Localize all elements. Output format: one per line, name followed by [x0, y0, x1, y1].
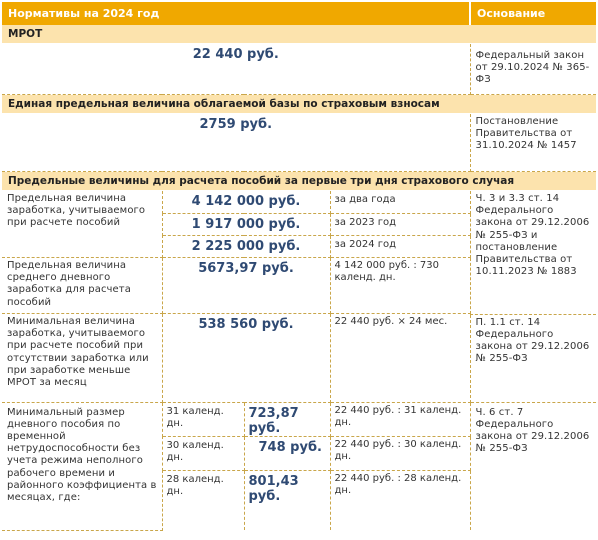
section-mrot: МРОТ: [2, 25, 596, 44]
min-daily-31-formula: 22 440 руб. : 31 календ. дн.: [330, 402, 470, 436]
base-value: 2759 руб.: [2, 114, 470, 172]
basis-top: Ч. 3 и 3.3 ст. 14 Федерального закона от 29.12.2006 № 255-ФЗ и постановление Правительства от 10.11.2023 № 1883: [470, 191, 596, 315]
min-daily-28-value: 801,43 руб.: [244, 470, 330, 530]
min-daily-31-value: 723,87 руб.: [244, 402, 330, 436]
min-daily-28-formula: 22 440 руб. : 28 календ. дн.: [330, 470, 470, 530]
min-daily-30-value: 748 руб.: [244, 436, 330, 470]
max-earnings-2023: 1 917 000 руб.: [162, 214, 330, 236]
section-insurance-base: Единая предельная величина облагаемой базы по страховым взносам: [2, 95, 596, 114]
min-daily-30-formula: 22 440 руб. : 30 календ. дн.: [330, 436, 470, 470]
avg-daily-formula: 4 142 000 руб. : 730 календ. дн.: [330, 258, 470, 314]
avg-daily-label: Предельная величина среднего дневного заработка для расчета пособий: [2, 258, 162, 314]
min-daily-label: Минимальный размер дневного пособия по временной нетрудоспособности без учета режима неполного рабочего времени и районного коэффициента в месяцах, где:: [2, 402, 162, 530]
avg-daily-value: 5673,97 руб.: [162, 258, 330, 314]
max-earnings-2024: 2 225 000 руб.: [162, 236, 330, 258]
days-31: 31 календ. дн.: [162, 402, 244, 436]
header-norms: Нормативы на 2024 год: [2, 2, 470, 25]
mrot-basis: Федеральный закон от 29.10.2024 № 365-ФЗ: [470, 44, 596, 95]
mrot-value: 22 440 руб.: [2, 44, 470, 95]
period-two-years: за два года: [330, 191, 470, 214]
max-earnings-label: Предельная величина заработка, учитываемого при расчете пособий: [2, 191, 162, 258]
min-daily-basis: Ч. 6 ст. 7 Федерального закона от 29.12.2006 № 255-ФЗ: [475, 406, 590, 455]
days-30: 30 календ. дн.: [162, 436, 244, 470]
min-earnings-formula: 22 440 руб. × 24 мес.: [330, 314, 470, 402]
header-basis: Основание: [470, 2, 596, 25]
period-2024: за 2024 год: [330, 236, 470, 258]
min-earnings-value: 538 560 руб.: [162, 314, 330, 402]
norms-table: [2, 2, 596, 531]
min-earnings-label: Минимальная величина заработка, учитываемого при расчете пособий при отсутствии заработка или при заработке меньше МРОТ за месяц: [2, 314, 162, 402]
min-earnings-basis: П. 1.1 ст. 14 Федерального закона от 29.12.2006 № 255-ФЗ: [470, 314, 596, 402]
max-earnings-two-years: 4 142 000 руб.: [162, 191, 330, 214]
base-basis: Постановление Правительства от 31.10.2024 № 1457: [470, 114, 596, 172]
days-28: 28 календ. дн.: [162, 470, 244, 530]
section-benefits: Предельные величины для расчета пособий за первые три дня страхового случая: [2, 172, 596, 191]
period-2023: за 2023 год: [330, 214, 470, 236]
